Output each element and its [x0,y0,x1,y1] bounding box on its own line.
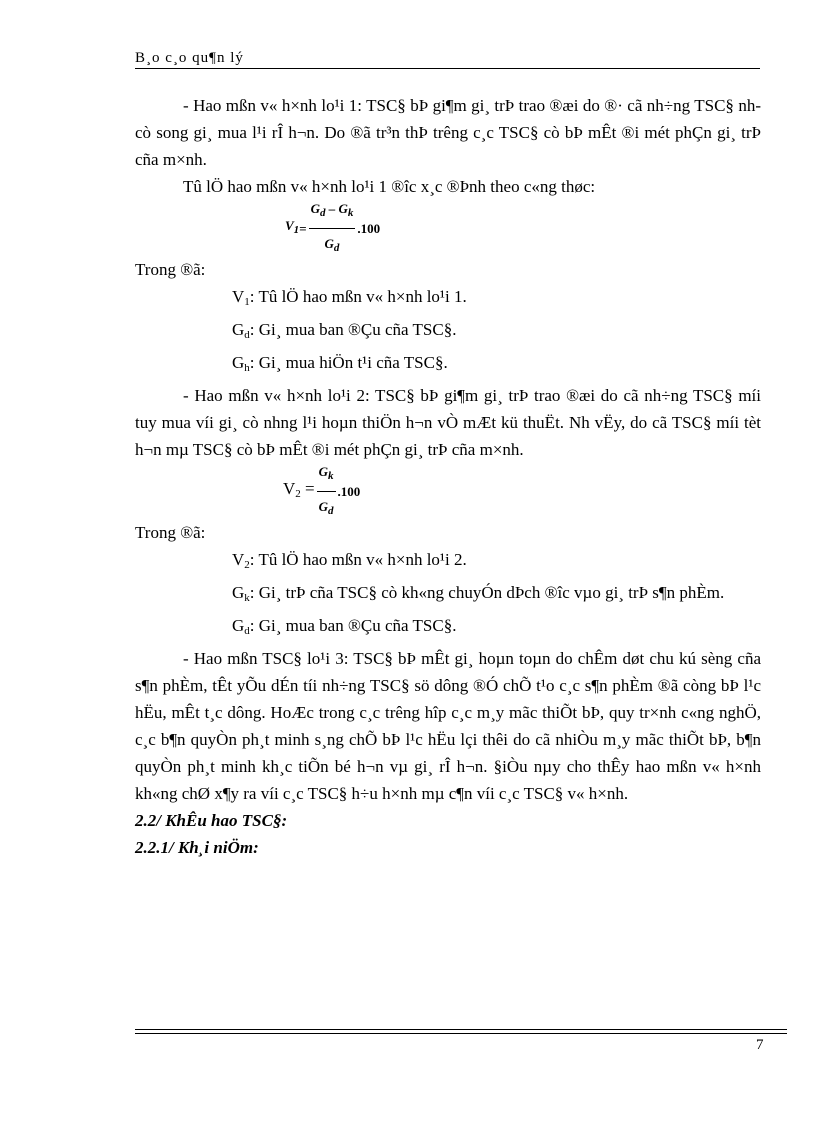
footer-rule-bottom [135,1033,787,1034]
formula-v2-denominator: $G_d$ [318,498,334,517]
def-gk: $G_k$: Gi¸ trÞ cña TSC§ cò kh«ng chuyÓn dÞch ®îc vµo gi¸ trÞ s¶n phÈm. [232,583,725,604]
trong-do-label-2: Trong ®ã: [135,523,206,542]
page-number: 7 [756,1037,764,1053]
paragraph-loss-type-1: - Hao mßn v« h×nh lo¹i 1: TSC§ bÞ gi¶m gi¸ trÞ trao ®æi do ®· cã nh÷ng TSC§ nh cò song gi¸ mua l¹i rÎ h¬n. Do ®ã tr³n thÞ trêng c¸c TSC§ cò bÞ mÊt ®i mét phÇn gi¸ trÞ cña m×nh. [135,96,761,169]
document-body [135,92,761,861]
header-rule [135,68,760,69]
paragraph-loss-type-2: - Hao mßn v« h×nh lo¹i 2: TSC§ bÞ gi¶m gi¸ trÞ trao ®æi do cã nh÷ng TSC§ míi tuy mua víi gi¸ cò nhng l¹i hoµn thiÖn h¬n vÒ mÆt kü thuËt. Nh vËy, do cã TSC§ míi tèt h¬n mµ TSC§ cò bÞ mÊt ®i mét phÇn gi¸ trÞ cña m×nh. [135,386,761,459]
formula-v1-numerator: $G_d - G_k$ [309,195,356,229]
formula-v2-lhs: $V_2$ = [283,478,315,500]
formula-v2 [135,463,761,519]
def-v2: $V_2$: Tû lÖ hao mßn v« h×nh lo¹i 2. [232,550,467,571]
formula-v1-denominator: $G_d$ [324,235,340,254]
def-gd: $G_d$: Gi¸ mua ban ®Çu cña TSC§. [232,320,457,341]
formula-v1 [135,200,761,256]
formula-v2-numerator: $G_k$ [317,458,336,492]
def-gh: $G_h$: Gi¸ mua hiÖn t¹i cña TSC§. [232,353,448,374]
formula-v1-fraction [309,195,356,262]
footer-rule-top [135,1029,787,1030]
formula-v1-equals: = [299,220,307,236]
running-header: B¸o c¸o qu¶n lý [135,50,244,66]
def-gd-2: $G_d$: Gi¸ mua ban ®Çu cña TSC§. [232,616,457,637]
trong-do-label-1: Trong ®ã: [135,260,206,279]
paragraph-formula-intro: Tû lÖ hao mßn v« h×nh lo¹i 1 ®îc x¸c ®Þnh theo c«ng thøc: [183,177,596,196]
formula-v1-multiplier: .100 [357,220,381,236]
formula-v2-multiplier: .100 [337,483,361,499]
section-heading-2-2: 2.2/ KhÊu hao TSC§: [135,811,288,830]
def-v1: $V_1$: Tû lÖ hao mßn v« h×nh lo¹i 1. [232,287,467,308]
formula-v2-fraction [317,458,336,525]
section-heading-2-2-1: 2.2.1/ Kh¸i niÖm: [135,838,259,857]
paragraph-loss-type-3: - Hao mßn TSC§ lo¹i 3: TSC§ bÞ mÊt gi¸ hoµn toµn do chÊm døt chu kú sèng cña s¶n phÈm, tÊt yÕu dÉn tíi nh÷ng TSC§ sö dông ®Ó chÕ t¹o c¸c s¶n phÈm ®ã còng bÞ l¹c hËu, mÊt t¸c dông. HoÆc trong c¸c trêng hîp c¸c m¸y mãc thiÕt bÞ, quy tr×nh c«ng nghÖ, c¸c b¶n quyÒn ph¸t minh s¸ng chÕ bÞ l¹c hËu lçi thêi do cã nhiÒu m¸y mãc thiÕt bÞ, b¶n quyÒn ph¸t minh kh¸c tiÕn bé h¬n vµ gi¸ rÎ h¬n. §iÒu nµy cho thÊy hao mßn v« h×nh kh«ng chØ x¶y ra víi c¸c TSC§ h÷u h×nh mµ c¶n víi c¸c TSC§ v« h×nh. [135,649,761,803]
formula-v1-lhs: $V_1$ [285,218,300,236]
